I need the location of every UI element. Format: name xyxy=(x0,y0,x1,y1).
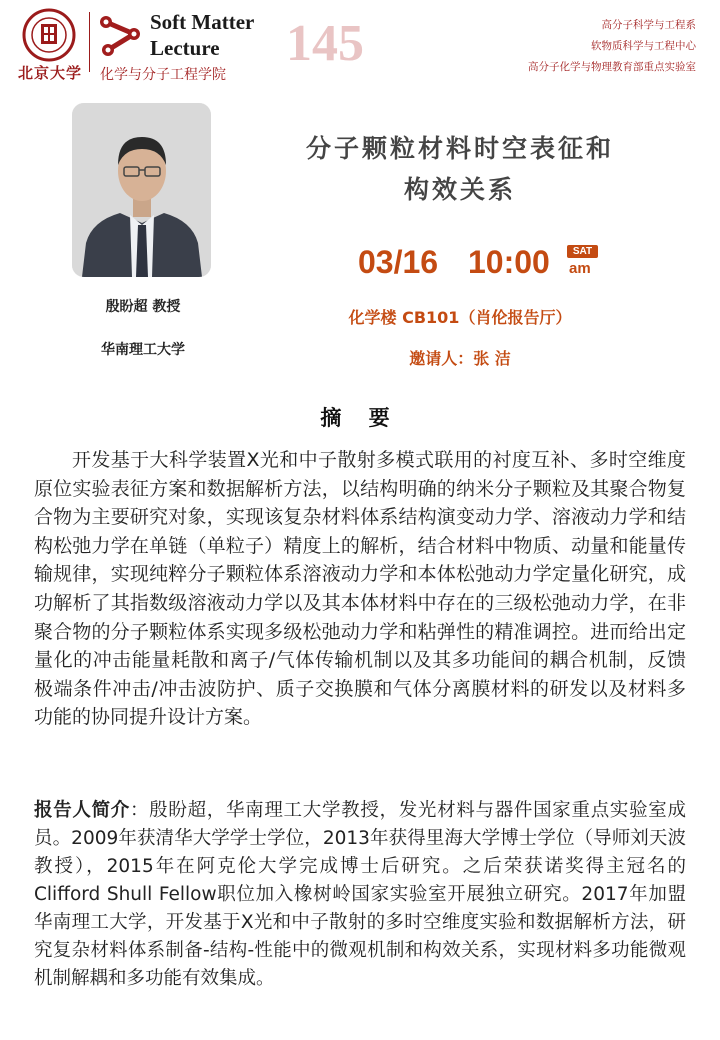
lecture-number: 145 xyxy=(286,15,364,72)
pku-seal-logo xyxy=(22,8,76,62)
bio-label: 报告人简介 xyxy=(34,800,130,821)
org-line-2: 软物质科学与工程中心 xyxy=(591,40,696,52)
series-title-line2: Lecture xyxy=(150,36,220,60)
series-title-line1: Soft Matter xyxy=(150,10,255,34)
speaker-name: 殷盼超 教授 xyxy=(105,299,181,315)
am-pm-label: am xyxy=(569,260,591,277)
header-divider xyxy=(89,12,90,72)
talk-venue: 化学楼 CB101（肖伦报告厅） xyxy=(348,308,572,327)
org-line-1: 高分子科学与工程系 xyxy=(601,19,696,31)
bio-body: ：殷盼超，华南理工大学教授，发光材料与器件国家重点实验室成员。2009年获清华大学学士学位，2013年获得里海大学博士学位（导师刘天波教授），2015年在阿克伦大学完成博士后研究。之后荣获诺奖得主冠名的Clifford Shull Fellow职位加入橡树岭国家实验室开展独立研究。2017年加盟华南理工大学，开发基于X光和中子散射的多时空维度实验和数据解析方法，研究复杂材料体系制备-结构-性能中的微观机制和构效关系，实现材料多功能微观机制解耦和多功能有效集成。 xyxy=(34,800,686,989)
abstract-heading: 摘 要 xyxy=(320,406,400,430)
talk-title-line2: 构效关系 xyxy=(403,175,516,204)
weekday-badge: SAT xyxy=(567,245,598,258)
college-name: 化学与分子工程学院 xyxy=(100,67,226,83)
speaker-portrait-icon xyxy=(72,103,211,277)
org-line-3: 高分子化学与物理教育部重点实验室 xyxy=(528,61,696,73)
soft-matter-logo-icon xyxy=(98,12,144,60)
speaker-affiliation: 华南理工大学 xyxy=(101,342,185,358)
speaker-photo xyxy=(72,103,211,277)
speaker-bio xyxy=(34,797,686,993)
talk-date: 03/16 xyxy=(358,244,439,280)
talk-host: 邀请人：张 洁 xyxy=(409,349,511,368)
abstract-body: 开发基于大科学装置X光和中子散射多模式联用的衬度互补、多时空维度原位实验表征方案和数据解析方法，以结构明确的纳米分子颗粒及其聚合物复合物为主要研究对象，实现该复杂材料体系结构演变动力学、溶液动力学和结构松弛力学在单链（单粒子）精度上的解析，结合材料中物质、动量和能量传输规律，实现纯粹分子颗粒体系溶液动力学和本体松弛动力学定量化研究，成功解析了其指数级溶液动力学以及其本体材料中存在的三级松弛动力学，在非聚合物的分子颗粒体系实现多级松弛动力学和粘弹性的精准调控。进而给出定量化的冲击能量耗散和离子/气体传输机制以及其多功能间的耦合机制，反馈极端条件冲击/冲击波防护、质子交换膜和气体分离膜材料的研发以及材料多功能的协同提升设计方案。 xyxy=(34,449,686,729)
talk-time: 10:00 xyxy=(468,244,550,280)
talk-title-line1: 分子颗粒材料时空表征和 xyxy=(305,134,614,163)
university-name: 北京大学 xyxy=(18,64,83,82)
